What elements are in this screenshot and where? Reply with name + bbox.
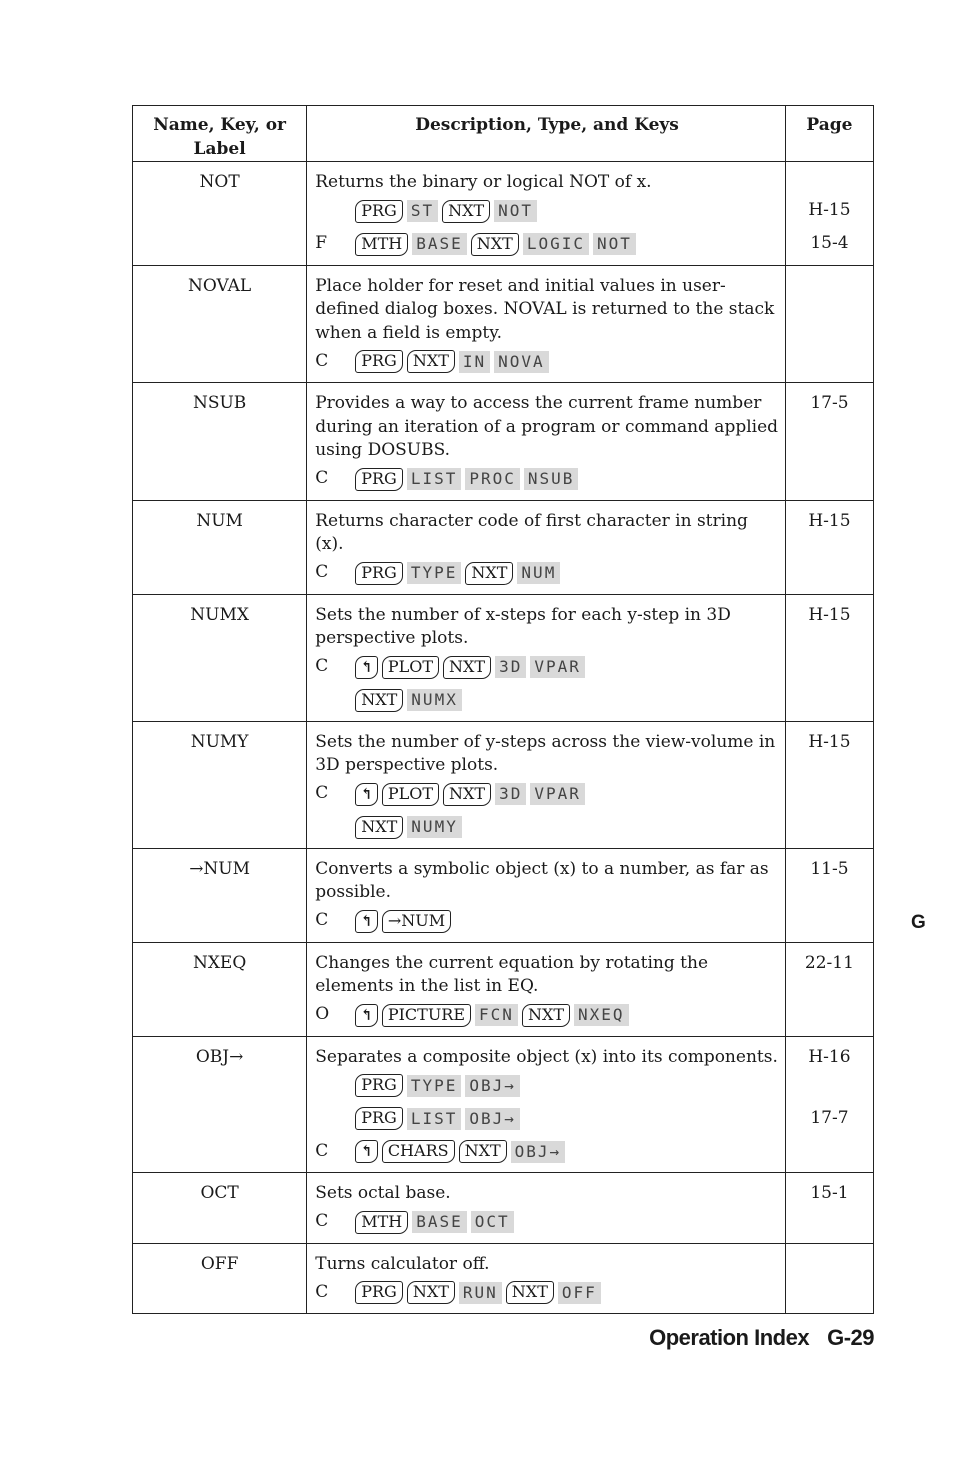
menu-softkey-label: IN bbox=[459, 351, 490, 373]
column-header-page: Page bbox=[785, 106, 873, 162]
menu-softkey-label: LOGIC bbox=[523, 233, 589, 255]
menu-softkey-label: NUMX bbox=[407, 689, 462, 711]
keystroke-sequence bbox=[315, 195, 779, 228]
left-shift-key-icon: ↰ bbox=[355, 783, 378, 806]
type-flag: C bbox=[315, 1211, 329, 1232]
keystroke-page-ref bbox=[786, 1069, 873, 1102]
entry-page-ref: 11-5 bbox=[810, 858, 849, 879]
calculator-key: PLOT bbox=[382, 783, 439, 806]
entry-page-cell bbox=[785, 942, 873, 1036]
menu-softkey-label: OCT bbox=[471, 1211, 514, 1233]
entry-description-cell bbox=[307, 594, 786, 721]
entry-description-cell bbox=[307, 265, 786, 383]
keystroke-sequence bbox=[315, 1206, 779, 1239]
entry-page-ref: H-15 bbox=[808, 731, 851, 752]
entry-name: OFF bbox=[133, 1243, 307, 1314]
keystroke-page-ref bbox=[786, 1135, 873, 1168]
calculator-key: PRG bbox=[355, 562, 403, 585]
keystroke-sequence bbox=[315, 778, 779, 811]
type-flag: C bbox=[315, 1281, 329, 1302]
type-flag: C bbox=[315, 350, 329, 371]
entry-description-cell bbox=[307, 721, 786, 848]
entry-description: Provides a way to access the current frame number during an iteration of a program or command applied using DOSUBS. bbox=[315, 393, 779, 460]
calculator-key: MTH bbox=[355, 1211, 408, 1234]
menu-softkey-label: NSUB bbox=[524, 468, 579, 490]
keystroke-page-ref bbox=[786, 999, 873, 1032]
menu-softkey-label: NOVA bbox=[494, 351, 549, 373]
menu-softkey-label: NXEQ bbox=[574, 1004, 629, 1026]
entry-description-cell bbox=[307, 1036, 786, 1173]
menu-softkey-label: OBJ→ bbox=[465, 1075, 520, 1097]
calculator-key: MTH bbox=[355, 233, 408, 256]
keystroke-page-ref bbox=[786, 1206, 873, 1239]
section-tab-letter: G bbox=[911, 912, 926, 933]
entry-page-ref: H-16 bbox=[808, 1046, 851, 1067]
menu-softkey-label: 3D bbox=[495, 783, 526, 805]
entry-description-cell bbox=[307, 1243, 786, 1314]
calculator-key: NXT bbox=[443, 656, 491, 679]
entry-name: NOT bbox=[133, 162, 307, 266]
calculator-key: NXT bbox=[407, 1281, 455, 1304]
keystroke-page-ref bbox=[786, 811, 873, 844]
table-body bbox=[133, 162, 874, 1314]
keystroke-sequence bbox=[315, 999, 779, 1032]
calculator-key: NXT bbox=[355, 689, 403, 712]
keystroke-sequence bbox=[315, 557, 779, 590]
table-row bbox=[133, 1036, 874, 1173]
entry-description: Turns calculator off. bbox=[315, 1253, 490, 1274]
entry-name: OCT bbox=[133, 1173, 307, 1244]
table-row bbox=[133, 383, 874, 501]
menu-softkey-label: 3D bbox=[495, 656, 526, 678]
keystroke-sequence bbox=[315, 684, 779, 717]
entry-page-cell bbox=[785, 383, 873, 501]
calculator-key: NXT bbox=[506, 1281, 554, 1304]
left-shift-key-icon: ↰ bbox=[355, 1140, 378, 1163]
entry-description: Changes the current equation by rotating the elements in the list in EQ. bbox=[315, 952, 709, 996]
entry-name: NOVAL bbox=[133, 265, 307, 383]
calculator-key: NXT bbox=[355, 816, 403, 839]
footer-section-title: Operation Index bbox=[649, 1325, 810, 1350]
entry-page-ref: 17-5 bbox=[810, 393, 849, 413]
entry-description: Returns the binary or logical NOT of x. bbox=[315, 172, 652, 192]
calculator-key: PRG bbox=[355, 200, 403, 223]
entry-page-ref bbox=[786, 171, 873, 195]
table-row bbox=[133, 594, 874, 721]
keystroke-sequence bbox=[315, 463, 779, 496]
entry-description-cell bbox=[307, 1173, 786, 1244]
entry-description: Place holder for reset and initial values in user-defined dialog boxes. NOVAL is returned to the stack when a field is empty. bbox=[315, 275, 775, 343]
left-shift-key-icon: ↰ bbox=[355, 656, 378, 679]
entry-description-cell bbox=[307, 383, 786, 501]
menu-softkey-label: LIST bbox=[407, 468, 462, 490]
entry-page-ref bbox=[786, 1253, 873, 1277]
keystroke-sequence bbox=[315, 228, 779, 261]
entry-page-cell bbox=[785, 162, 873, 266]
table-row bbox=[133, 1173, 874, 1244]
page-footer bbox=[649, 1325, 874, 1351]
menu-softkey-label: BASE bbox=[412, 1211, 467, 1233]
calculator-key: →NUM bbox=[382, 910, 451, 933]
keystroke-page-ref bbox=[786, 651, 873, 684]
entry-page-cell bbox=[785, 265, 873, 383]
entry-page-cell bbox=[785, 500, 873, 594]
menu-softkey-label: ST bbox=[407, 200, 438, 222]
menu-softkey-label: BASE bbox=[412, 233, 467, 255]
footer-page-number: G-29 bbox=[827, 1325, 874, 1350]
entry-page-cell bbox=[785, 594, 873, 721]
calculator-key: PLOT bbox=[382, 656, 439, 679]
entry-page-cell bbox=[785, 1036, 873, 1173]
type-flag: C bbox=[315, 910, 329, 931]
menu-softkey-label: VPAR bbox=[530, 783, 585, 805]
table-row bbox=[133, 1243, 874, 1314]
calculator-key: NXT bbox=[407, 350, 455, 373]
calculator-key: PRG bbox=[355, 350, 403, 373]
entry-description: Sets octal base. bbox=[315, 1183, 451, 1203]
keystroke-page-ref bbox=[786, 905, 873, 938]
keystroke-page-ref bbox=[786, 778, 873, 811]
entry-description-cell bbox=[307, 162, 786, 266]
type-flag: F bbox=[315, 233, 328, 254]
entry-page-cell bbox=[785, 721, 873, 848]
entry-name: NXEQ bbox=[133, 942, 307, 1036]
left-shift-key-icon: ↰ bbox=[355, 1004, 378, 1027]
entry-name: OBJ→ bbox=[133, 1036, 307, 1173]
entry-description: Returns character code of first character in string (x). bbox=[315, 510, 748, 554]
entry-page-ref: H-15 bbox=[808, 604, 851, 625]
entry-page-cell bbox=[785, 1173, 873, 1244]
table-row bbox=[133, 942, 874, 1036]
calculator-key: NXT bbox=[442, 200, 490, 223]
keystroke-page-ref bbox=[786, 684, 873, 717]
keystroke-page-ref: 15-4 bbox=[810, 233, 849, 254]
entry-page-ref: H-15 bbox=[808, 510, 851, 531]
menu-softkey-label: PROC bbox=[465, 468, 520, 490]
entry-description-cell bbox=[307, 500, 786, 594]
keystroke-page-ref: H-15 bbox=[808, 200, 851, 221]
entry-name: NSUB bbox=[133, 383, 307, 501]
entry-description: Sets the number of x-steps for each y-step in 3D perspective plots. bbox=[315, 604, 731, 648]
keystroke-sequence bbox=[315, 1102, 779, 1135]
left-shift-key-icon: ↰ bbox=[355, 910, 378, 933]
keystroke-sequence bbox=[315, 905, 779, 938]
keystroke-sequence bbox=[315, 1069, 779, 1102]
entry-description: Converts a symbolic object (x) to a number, as far as possible. bbox=[315, 858, 769, 902]
menu-softkey-label: OFF bbox=[558, 1282, 601, 1304]
column-header-name: Name, Key, or Label bbox=[133, 106, 307, 162]
calculator-key: NXT bbox=[465, 562, 513, 585]
calculator-key: CHARS bbox=[382, 1140, 455, 1163]
calculator-key: PRG bbox=[355, 1107, 403, 1130]
entry-page-ref: 22-11 bbox=[804, 952, 854, 973]
type-flag: C bbox=[315, 1140, 329, 1161]
type-flag: O bbox=[315, 1004, 330, 1025]
menu-softkey-label: TYPE bbox=[407, 1075, 462, 1097]
keystroke-page-ref bbox=[786, 1276, 873, 1309]
keystroke-page-ref bbox=[786, 557, 873, 590]
type-flag: C bbox=[315, 783, 329, 804]
entry-page-cell bbox=[785, 1243, 873, 1314]
menu-softkey-label: FCN bbox=[475, 1004, 518, 1026]
operation-index-table bbox=[132, 105, 874, 1314]
menu-softkey-label: TYPE bbox=[407, 562, 462, 584]
entry-name: NUMY bbox=[133, 721, 307, 848]
menu-softkey-label: LIST bbox=[407, 1108, 462, 1130]
calculator-key: NXT bbox=[459, 1140, 507, 1163]
entry-name: NUMX bbox=[133, 594, 307, 721]
table-row bbox=[133, 500, 874, 594]
entry-description-cell bbox=[307, 942, 786, 1036]
calculator-key: NXT bbox=[471, 233, 519, 256]
menu-softkey-label: NOT bbox=[593, 233, 636, 255]
table-row bbox=[133, 848, 874, 942]
type-flag: C bbox=[315, 468, 329, 489]
table-row bbox=[133, 265, 874, 383]
entry-description-cell bbox=[307, 848, 786, 942]
column-header-description: Description, Type, and Keys bbox=[307, 106, 786, 162]
entry-page-ref bbox=[786, 275, 873, 299]
menu-softkey-label: OBJ→ bbox=[511, 1141, 566, 1163]
menu-softkey-label: RUN bbox=[459, 1282, 502, 1304]
entry-description: Separates a composite object (x) into its components. bbox=[315, 1046, 778, 1067]
keystroke-page-ref bbox=[786, 463, 873, 496]
keystroke-sequence bbox=[315, 811, 779, 844]
calculator-key: PRG bbox=[355, 468, 403, 491]
type-flag: C bbox=[315, 656, 329, 677]
keystroke-page-ref bbox=[786, 345, 873, 378]
keystroke-page-ref: 17-7 bbox=[810, 1107, 849, 1128]
menu-softkey-label: VPAR bbox=[530, 656, 585, 678]
entry-name: NUM bbox=[133, 500, 307, 594]
calculator-key: PRG bbox=[355, 1074, 403, 1097]
table-row bbox=[133, 721, 874, 848]
menu-softkey-label: OBJ→ bbox=[465, 1108, 520, 1130]
keystroke-sequence bbox=[315, 345, 779, 378]
keystroke-sequence bbox=[315, 1135, 779, 1168]
calculator-key: PRG bbox=[355, 1281, 403, 1304]
type-flag: C bbox=[315, 562, 329, 583]
entry-page-ref: 15-1 bbox=[810, 1183, 849, 1203]
keystroke-sequence bbox=[315, 1276, 779, 1309]
keystroke-sequence bbox=[315, 651, 779, 684]
calculator-key: NXT bbox=[522, 1004, 570, 1027]
menu-softkey-label: NUM bbox=[517, 562, 560, 584]
entry-description: Sets the number of y-steps across the view-volume in 3D perspective plots. bbox=[315, 731, 776, 775]
menu-softkey-label: NOT bbox=[494, 200, 537, 222]
table-header-row bbox=[133, 106, 874, 162]
table-row bbox=[133, 162, 874, 266]
calculator-key: NXT bbox=[443, 783, 491, 806]
menu-softkey-label: NUMY bbox=[407, 816, 462, 838]
entry-page-cell bbox=[785, 848, 873, 942]
entry-name: →NUM bbox=[133, 848, 307, 942]
calculator-key: PICTURE bbox=[382, 1004, 471, 1027]
